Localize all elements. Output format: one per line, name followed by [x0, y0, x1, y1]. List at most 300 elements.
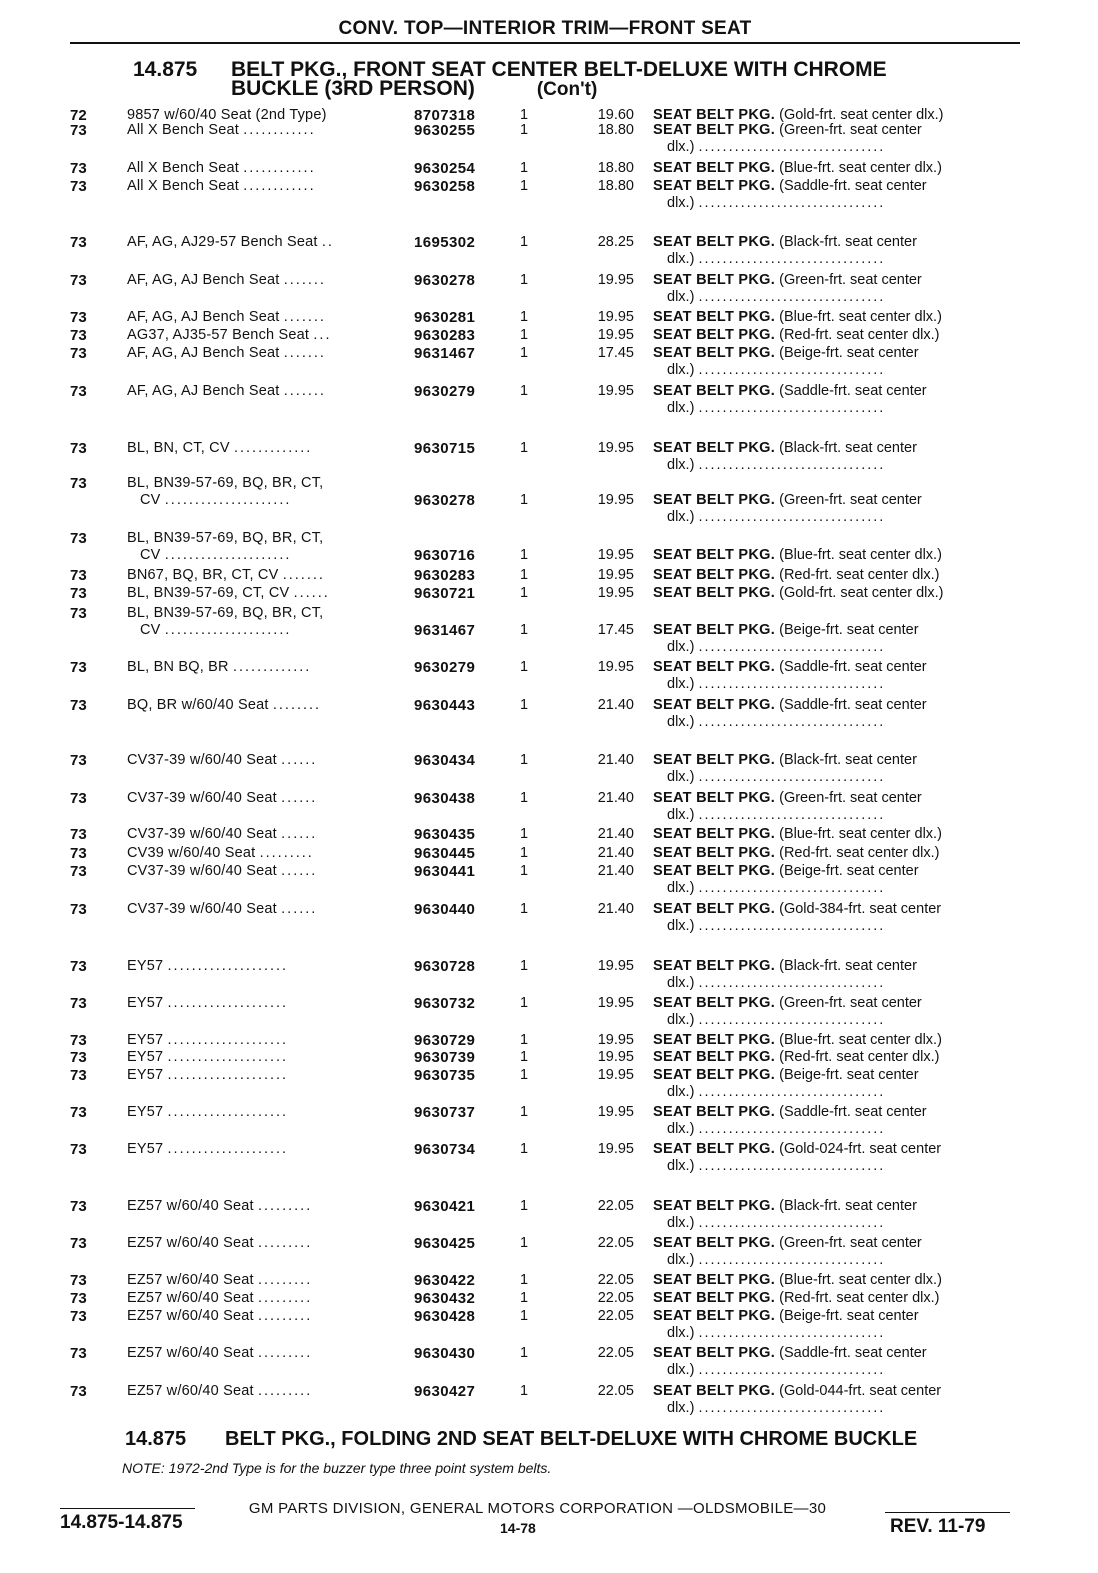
description-dots: ............................... [698, 807, 886, 823]
description-dots: ............................... [698, 509, 886, 525]
model-text: EY57 [127, 1141, 164, 1157]
year-cell: 73 [70, 1141, 87, 1158]
part-number-cell: 9630443 [414, 697, 476, 714]
description-continued-text: dlx.) [667, 676, 695, 692]
quantity-cell: 1 [520, 659, 529, 675]
price-cell: 17.45 [597, 345, 634, 361]
part-number-cell: 9630254 [414, 160, 476, 177]
description-dots: ............................... [698, 1400, 886, 1416]
price-cell: 19.95 [597, 383, 634, 399]
description-color: (Gold-384-frt. seat center [779, 901, 942, 917]
description-dots: ............................... [698, 1121, 886, 1137]
model-cell [127, 1049, 395, 1066]
year-cell: 73 [70, 752, 87, 769]
model-text: BL, BN BQ, BR [127, 659, 229, 675]
section-continued: (Con't) [536, 79, 598, 100]
model-cell [127, 826, 395, 843]
description-name: SEAT BELT PKG. [653, 752, 776, 768]
model-dots: .................... [167, 995, 289, 1011]
model-dots: ....... [282, 567, 325, 583]
model-text: AG37, AJ35-57 Bench Seat [127, 327, 310, 343]
description-continued-text: dlx.) [667, 195, 695, 211]
year-cell: 73 [70, 863, 87, 880]
description-dots: ............................... [698, 251, 886, 267]
description-cell [653, 863, 1023, 880]
description-name: SEAT BELT PKG. [653, 1049, 776, 1065]
quantity-cell: 1 [520, 622, 529, 638]
model-dots: .................... [167, 958, 289, 974]
model-cell [127, 605, 395, 622]
description-dots: ............................... [698, 1252, 886, 1268]
quantity-cell: 1 [520, 1198, 529, 1214]
quantity-cell: 1 [520, 440, 529, 456]
year-cell: 73 [70, 958, 87, 975]
quantity-cell: 1 [520, 1141, 529, 1157]
description-dots: ............................... [698, 1325, 886, 1341]
description-color: (Beige-frt. seat center [779, 1067, 919, 1083]
part-number-cell: 9630278 [414, 492, 476, 509]
model-text: EY57 [127, 1049, 164, 1065]
section-heading [133, 60, 1033, 99]
model-cell [127, 1308, 395, 1325]
description-continued [667, 714, 1019, 731]
part-number-cell: 9630425 [414, 1235, 476, 1252]
model-text: EZ57 w/60/40 Seat [127, 1235, 254, 1251]
description-continued [667, 1121, 1019, 1138]
description-continued [667, 1362, 1019, 1379]
description-continued [667, 1252, 1019, 1269]
part-number-cell: 9630434 [414, 752, 476, 769]
description-cell [653, 826, 1023, 843]
description-dots: ............................... [698, 139, 886, 155]
description-dots: ............................... [698, 400, 886, 416]
model-dots: ............. [233, 440, 313, 456]
year-cell: 73 [70, 383, 87, 400]
price-cell: 22.05 [597, 1383, 634, 1399]
quantity-cell: 1 [520, 234, 529, 250]
price-cell: 19.95 [597, 309, 634, 325]
price-cell: 18.80 [597, 122, 634, 138]
description-continued-text: dlx.) [667, 1158, 695, 1174]
model-cell [127, 752, 395, 769]
quantity-cell: 1 [520, 1067, 529, 1083]
footer-page-number: 14-78 [500, 1520, 536, 1536]
description-name: SEAT BELT PKG. [653, 345, 776, 361]
description-cell [653, 178, 1023, 195]
description-continued [667, 195, 1019, 212]
price-cell: 21.40 [597, 790, 634, 806]
footer-revision: REV. 11-79 [890, 1516, 986, 1537]
quantity-cell: 1 [520, 901, 529, 917]
description-continued [667, 251, 1019, 268]
description-cell [653, 1235, 1023, 1252]
part-number-cell: 9630421 [414, 1198, 476, 1215]
model-dots: ......... [257, 1308, 313, 1324]
description-color: (Saddle-frt. seat center [779, 659, 927, 675]
part-number-cell: 9630737 [414, 1104, 476, 1121]
quantity-cell: 1 [520, 845, 529, 861]
price-cell: 19.95 [597, 567, 634, 583]
description-color: (Beige-frt. seat center [779, 1308, 919, 1324]
price-cell: 19.95 [597, 547, 634, 563]
price-cell: 19.95 [597, 1104, 634, 1120]
model-text: EZ57 w/60/40 Seat [127, 1345, 254, 1361]
part-number-cell: 9630438 [414, 790, 476, 807]
year-cell: 73 [70, 178, 87, 195]
model-text: AF, AG, AJ Bench Seat [127, 383, 280, 399]
description-color: (Black-frt. seat center [779, 1198, 917, 1214]
model-text: CV37-39 w/60/40 Seat [127, 901, 277, 917]
model-text: EZ57 w/60/40 Seat [127, 1290, 254, 1306]
year-cell: 73 [70, 234, 87, 251]
year-cell: 72 [70, 107, 87, 124]
description-cell [653, 958, 1023, 975]
description-color: (Blue-frt. seat center dlx.) [779, 309, 942, 325]
model-dots: .................... [167, 1049, 289, 1065]
quantity-cell: 1 [520, 1345, 529, 1361]
description-name: SEAT BELT PKG. [653, 1308, 776, 1324]
description-continued-text: dlx.) [667, 1252, 695, 1268]
description-continued-text: dlx.) [667, 1362, 695, 1378]
description-color: (Green-frt. seat center [779, 272, 922, 288]
part-number-cell: 9630728 [414, 958, 476, 975]
description-color: (Gold-044-frt. seat center [779, 1383, 942, 1399]
description-continued [667, 1084, 1019, 1101]
model-text: AF, AG, AJ Bench Seat [127, 309, 280, 325]
year-cell: 73 [70, 1345, 87, 1362]
quantity-cell: 1 [520, 585, 529, 601]
quantity-cell: 1 [520, 958, 529, 974]
year-cell: 73 [70, 585, 87, 602]
description-color: (Black-frt. seat center [779, 234, 917, 250]
quantity-cell: 1 [520, 1290, 529, 1306]
model-text: 9857 w/60/40 Seat (2nd Type) [127, 107, 327, 123]
model-text: EZ57 w/60/40 Seat [127, 1308, 254, 1324]
description-cell [653, 492, 1023, 509]
price-cell: 19.95 [597, 659, 634, 675]
model-text: EZ57 w/60/40 Seat [127, 1198, 254, 1214]
description-continued [667, 457, 1019, 474]
description-cell [653, 383, 1023, 400]
price-cell: 17.45 [597, 622, 634, 638]
description-color: (Saddle-frt. seat center [779, 383, 927, 399]
model-cell [127, 845, 395, 862]
model-dots: ............ [243, 160, 316, 176]
description-name: SEAT BELT PKG. [653, 547, 776, 563]
quantity-cell: 1 [520, 309, 529, 325]
part-number-cell: 9630255 [414, 122, 476, 139]
model-dots: ......... [257, 1198, 313, 1214]
price-cell: 22.05 [597, 1235, 634, 1251]
description-name: SEAT BELT PKG. [653, 178, 776, 194]
price-cell: 21.40 [597, 845, 634, 861]
part-number-cell: 9630734 [414, 1141, 476, 1158]
part-number-cell: 9630435 [414, 826, 476, 843]
description-cell [653, 547, 1023, 564]
description-name: SEAT BELT PKG. [653, 1032, 776, 1048]
quantity-cell: 1 [520, 697, 529, 713]
model-cell [127, 1235, 395, 1252]
model-cell [127, 1141, 395, 1158]
description-color: (Green-frt. seat center [779, 1235, 922, 1251]
description-continued-text: dlx.) [667, 1012, 695, 1028]
description-dots: ............................... [698, 362, 886, 378]
price-cell: 21.40 [597, 752, 634, 768]
description-continued-text: dlx.) [667, 509, 695, 525]
year-cell: 73 [70, 1290, 87, 1307]
description-color: (Saddle-frt. seat center [779, 697, 927, 713]
price-cell: 22.05 [597, 1198, 634, 1214]
description-cell [653, 752, 1023, 769]
model-text: EZ57 w/60/40 Seat [127, 1272, 254, 1288]
description-name: SEAT BELT PKG. [653, 901, 776, 917]
description-color: (Red-frt. seat center dlx.) [779, 845, 940, 861]
description-continued-text: dlx.) [667, 1084, 695, 1100]
year-cell: 73 [70, 826, 87, 843]
year-cell: 73 [70, 160, 87, 177]
description-cell [653, 1272, 1023, 1289]
year-cell: 73 [70, 1067, 87, 1084]
part-number-cell: 9630278 [414, 272, 476, 289]
model-dots: ............ [243, 178, 316, 194]
model-dots: ..................... [164, 492, 292, 508]
model-cell [127, 659, 395, 676]
quantity-cell: 1 [520, 327, 529, 343]
model-dots: ....... [283, 383, 326, 399]
quantity-cell: 1 [520, 547, 529, 563]
description-dots: ............................... [698, 714, 886, 730]
price-cell: 19.95 [597, 1141, 634, 1157]
description-color: (Gold-frt. seat center dlx.) [779, 585, 944, 601]
description-color: (Green-frt. seat center [779, 492, 922, 508]
description-color: (Red-frt. seat center dlx.) [779, 1049, 940, 1065]
description-cell [653, 622, 1023, 639]
description-name: SEAT BELT PKG. [653, 1272, 776, 1288]
description-continued-text: dlx.) [667, 1400, 695, 1416]
description-color: (Blue-frt. seat center dlx.) [779, 160, 942, 176]
year-cell: 73 [70, 309, 87, 326]
quantity-cell: 1 [520, 1049, 529, 1065]
section-title-line2: BUCKLE (3RD PERSON) [231, 77, 475, 100]
quantity-cell: 1 [520, 995, 529, 1011]
year-cell: 73 [70, 272, 87, 289]
model-cell [127, 1272, 395, 1289]
model-dots: ....... [283, 309, 326, 325]
description-name: SEAT BELT PKG. [653, 826, 776, 842]
model-dots: ......... [257, 1235, 313, 1251]
model-cell [127, 1345, 395, 1362]
description-continued-text: dlx.) [667, 1121, 695, 1137]
description-continued [667, 807, 1019, 824]
description-name: SEAT BELT PKG. [653, 1141, 776, 1157]
model-dots: ......... [257, 1290, 313, 1306]
price-cell: 19.95 [597, 272, 634, 288]
description-name: SEAT BELT PKG. [653, 1383, 776, 1399]
quantity-cell: 1 [520, 1383, 529, 1399]
year-cell: 73 [70, 995, 87, 1012]
description-name: SEAT BELT PKG. [653, 1345, 776, 1361]
price-cell: 19.95 [597, 958, 634, 974]
model-text: CV37-39 w/60/40 Seat [127, 790, 277, 806]
model-text: EY57 [127, 958, 164, 974]
model-text-continued: CV [140, 622, 161, 638]
year-cell: 73 [70, 567, 87, 584]
price-cell: 19.95 [597, 492, 634, 508]
model-dots: ............ [243, 122, 316, 138]
description-color: (Blue-frt. seat center dlx.) [779, 826, 942, 842]
model-text: AF, AG, AJ29-57 Bench Seat [127, 234, 318, 250]
description-cell [653, 1104, 1023, 1121]
model-text-continued: CV [140, 492, 161, 508]
model-text: BQ, BR w/60/40 Seat [127, 697, 269, 713]
description-name: SEAT BELT PKG. [653, 440, 776, 456]
description-cell [653, 790, 1023, 807]
description-name: SEAT BELT PKG. [653, 383, 776, 399]
description-continued-text: dlx.) [667, 639, 695, 655]
model-cell [127, 1290, 395, 1307]
year-cell: 73 [70, 790, 87, 807]
model-cell [127, 958, 395, 975]
model-text: EY57 [127, 1032, 164, 1048]
model-dots: ......... [259, 845, 314, 861]
description-continued-text: dlx.) [667, 714, 695, 730]
model-text: All X Bench Seat [127, 122, 240, 138]
description-color: (Red-frt. seat center dlx.) [779, 567, 940, 583]
description-continued [667, 400, 1019, 417]
description-color: (Blue-frt. seat center dlx.) [779, 1272, 942, 1288]
part-number-cell: 9630283 [414, 567, 476, 584]
model-cell [127, 530, 395, 547]
model-cell [127, 585, 395, 602]
description-color: (Blue-frt. seat center dlx.) [779, 1032, 942, 1048]
description-cell [653, 1049, 1023, 1066]
model-dots: ...... [281, 752, 318, 768]
description-name: SEAT BELT PKG. [653, 1104, 776, 1120]
description-cell [653, 659, 1023, 676]
model-text: CV37-39 w/60/40 Seat [127, 863, 277, 879]
description-dots: ............................... [698, 195, 886, 211]
model-dots: .................... [167, 1067, 289, 1083]
description-cell [653, 1290, 1023, 1307]
price-cell: 19.95 [597, 1032, 634, 1048]
price-cell: 22.05 [597, 1345, 634, 1361]
description-dots: ............................... [698, 676, 886, 692]
part-number-cell: 9630422 [414, 1272, 476, 1289]
part-number-cell: 9630441 [414, 863, 476, 880]
description-color: (Green-frt. seat center [779, 122, 922, 138]
price-cell: 22.05 [597, 1290, 634, 1306]
part-number-cell: 1695302 [414, 234, 476, 251]
price-cell: 19.95 [597, 327, 634, 343]
part-number-cell: 9630279 [414, 383, 476, 400]
description-cell [653, 697, 1023, 714]
description-name: SEAT BELT PKG. [653, 160, 776, 176]
description-color: (Beige-frt. seat center [779, 622, 919, 638]
description-continued [667, 1012, 1019, 1029]
description-color: (Saddle-frt. seat center [779, 178, 927, 194]
model-cell [127, 327, 395, 344]
model-cell [127, 160, 395, 177]
description-cell [653, 309, 1023, 326]
quantity-cell: 1 [520, 122, 529, 138]
next-section-number: 14.875 [125, 1428, 187, 1450]
model-text-continued: CV [140, 547, 161, 563]
description-continued [667, 139, 1019, 156]
model-text: CV37-39 w/60/40 Seat [127, 826, 277, 842]
year-cell: 73 [70, 845, 87, 862]
description-name: SEAT BELT PKG. [653, 1235, 776, 1251]
model-cell-continued [140, 547, 395, 564]
description-color: (Black-frt. seat center [779, 752, 917, 768]
description-continued [667, 1325, 1019, 1342]
quantity-cell: 1 [520, 160, 529, 176]
description-cell [653, 845, 1023, 862]
description-continued-text: dlx.) [667, 807, 695, 823]
header-rule [70, 42, 1020, 44]
model-text: EY57 [127, 995, 164, 1011]
quantity-cell: 1 [520, 272, 529, 288]
description-dots: ............................... [698, 880, 886, 896]
model-cell [127, 697, 395, 714]
part-number-cell: 9630716 [414, 547, 476, 564]
description-continued [667, 289, 1019, 306]
description-cell [653, 272, 1023, 289]
part-number-cell: 9630739 [414, 1049, 476, 1066]
year-cell: 73 [70, 122, 87, 139]
part-number-cell: 9630432 [414, 1290, 476, 1307]
description-cell [653, 1383, 1023, 1400]
description-continued-text: dlx.) [667, 880, 695, 896]
description-cell [653, 995, 1023, 1012]
model-dots: .................... [167, 1141, 289, 1157]
description-continued [667, 1400, 1019, 1417]
quantity-cell: 1 [520, 1308, 529, 1324]
description-cell [653, 1141, 1023, 1158]
next-section-title: BELT PKG., FOLDING 2ND SEAT BELT-DELUXE WITH CHROME BUCKLE [225, 1428, 918, 1450]
part-number-cell: 9630427 [414, 1383, 476, 1400]
description-cell [653, 440, 1023, 457]
part-number-cell: 9630715 [414, 440, 476, 457]
model-text: All X Bench Seat [127, 160, 240, 176]
model-cell-continued [140, 622, 395, 639]
description-cell [653, 1032, 1023, 1049]
model-dots: ....... [283, 345, 326, 361]
description-cell [653, 327, 1023, 344]
part-number-cell: 8707318 [414, 107, 476, 124]
year-cell: 73 [70, 1104, 87, 1121]
price-cell: 19.95 [597, 585, 634, 601]
description-dots: ............................... [698, 289, 886, 305]
description-continued [667, 509, 1019, 526]
description-continued-text: dlx.) [667, 362, 695, 378]
model-dots: ...... [281, 790, 318, 806]
model-cell [127, 1032, 395, 1049]
description-continued [667, 676, 1019, 693]
year-cell: 73 [70, 659, 87, 676]
quantity-cell: 1 [520, 107, 529, 123]
description-name: SEAT BELT PKG. [653, 659, 776, 675]
model-dots: .. [321, 234, 334, 250]
description-cell [653, 567, 1023, 584]
description-name: SEAT BELT PKG. [653, 697, 776, 713]
description-continued [667, 362, 1019, 379]
year-cell: 73 [70, 605, 87, 622]
description-cell [653, 345, 1023, 362]
price-cell: 18.80 [597, 160, 634, 176]
section-title-line1: BELT PKG., FRONT SEAT CENTER BELT-DELUXE WITH CHROME [231, 58, 887, 81]
year-cell: 73 [70, 1272, 87, 1289]
description-dots: ............................... [698, 1084, 886, 1100]
